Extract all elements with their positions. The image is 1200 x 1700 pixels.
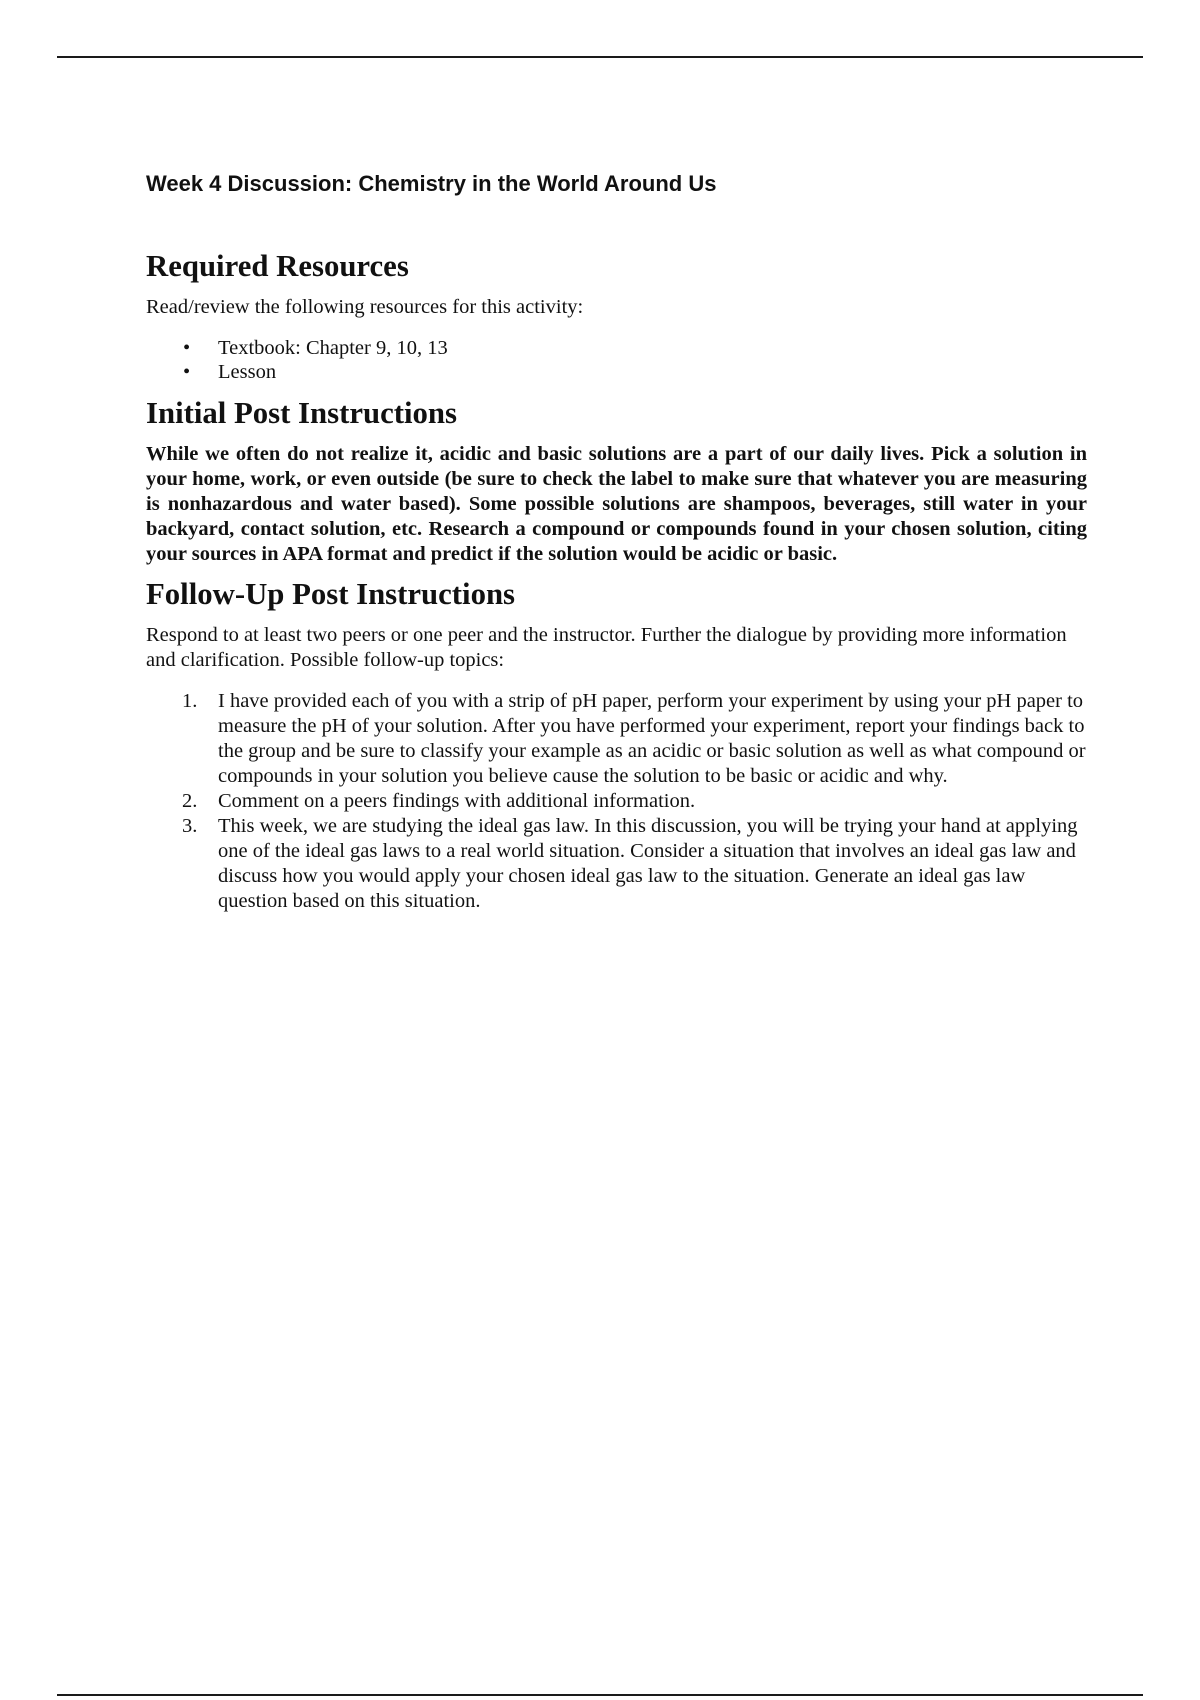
resources-list — [146, 336, 1087, 384]
list-item — [182, 689, 1087, 789]
list-item — [183, 336, 1087, 360]
initial-post-heading: Initial Post Instructions — [146, 396, 457, 430]
list-item — [183, 360, 1087, 384]
list-item — [182, 814, 1087, 914]
topic-number: 2. — [182, 790, 198, 812]
document-title: Week 4 Discussion: Chemistry in the World Around Us — [146, 171, 717, 196]
follow-up-topics — [146, 689, 1087, 914]
topic-text: Comment on a peers findings with additional information. — [218, 790, 696, 812]
document-body — [146, 170, 1087, 914]
topic-text: I have provided each of you with a strip of pH paper, perform your experiment by using your pH paper to measure the pH of your solution. After you have performed your experiment, report your findings back to the group and be sure to classify your example as an acidic or basic solution as well as what compound or compounds in your solution you believe cause the solution to be basic or acidic and why. — [218, 690, 1086, 787]
topic-text: This week, we are studying the ideal gas law. In this discussion, you will be trying your hand at applying one of the ideal gas laws to a real world situation. Consider a situation that involves an ideal gas law and discuss how you would apply your chosen ideal gas law to the situation. Generate an ideal gas law question based on this situation. — [218, 815, 1078, 912]
top-divider — [57, 56, 1143, 58]
required-resources-heading: Required Resources — [146, 249, 409, 283]
resource-lesson: Lesson — [218, 361, 277, 383]
list-item — [182, 789, 1087, 814]
topic-number: 1. — [182, 690, 198, 712]
topic-number: 3. — [182, 815, 198, 837]
follow-up-intro: Respond to at least two peers or one peer and the instructor. Further the dialogue by providing more information and clarification. Possible follow-up topics: — [146, 624, 1067, 671]
required-resources-intro: Read/review the following resources for this activity: — [146, 296, 584, 318]
initial-post-body: While we often do not realize it, acidic and basic solutions are a part of our daily lives. Pick a solution in your home, work, or even outside (be sure to check the label to make sure that whatever you are measuring is nonhazardous and water based). Some possible solutions are shampoos, beverages, still water in your backyard, contact solution, etc. Research a compound or compounds found in your chosen solution, citing your sources in APA format and predict if the solution would be acidic or basic. — [146, 443, 1087, 565]
bullet-icon: • — [183, 361, 191, 383]
follow-up-heading: Follow-Up Post Instructions — [146, 577, 516, 611]
bullet-icon: • — [183, 337, 191, 359]
resource-textbook: Textbook: Chapter 9, 10, 13 — [218, 337, 448, 359]
bottom-divider — [57, 1694, 1143, 1696]
